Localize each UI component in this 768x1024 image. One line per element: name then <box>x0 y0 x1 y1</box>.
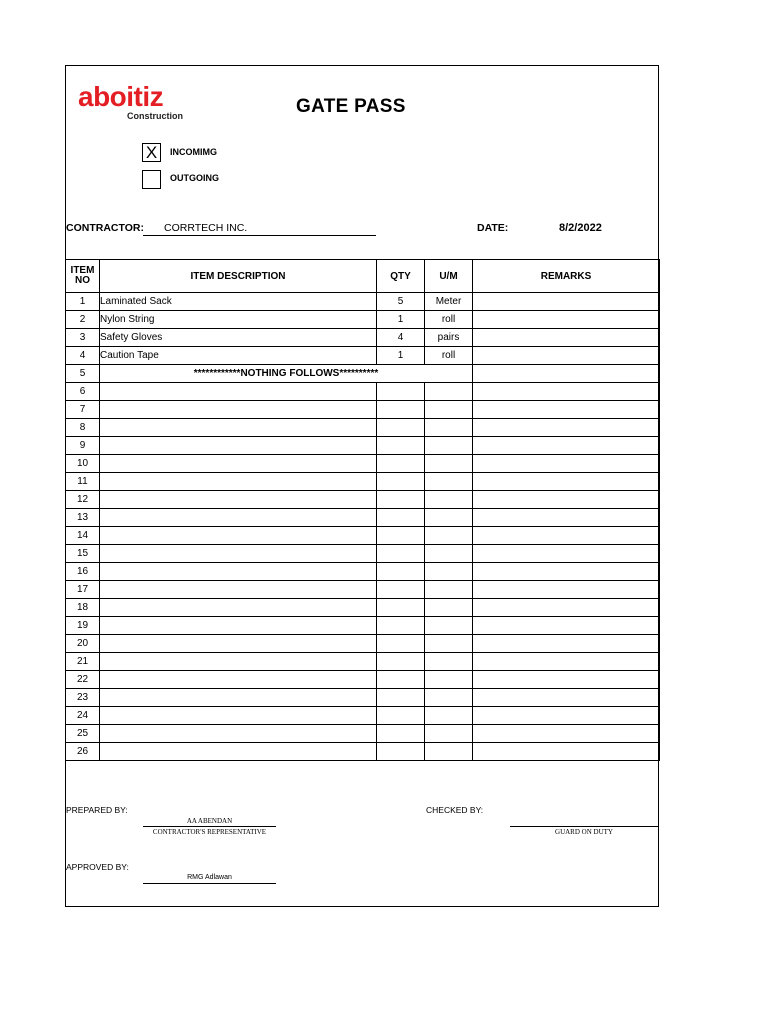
nothing-follows-text: ************NOTHING FOLLOWS********** <box>100 365 473 383</box>
table-row <box>66 329 660 347</box>
remarks-cell[interactable] <box>473 725 660 743</box>
item-description-cell[interactable] <box>100 653 377 671</box>
item-no-cell: 21 <box>66 653 100 671</box>
item-no-cell: 23 <box>66 689 100 707</box>
item-description-cell[interactable]: Laminated Sack <box>100 293 377 311</box>
header-description: ITEM DESCRIPTION <box>100 260 377 293</box>
remarks-cell[interactable] <box>473 455 660 473</box>
um-cell[interactable]: Meter <box>425 293 473 311</box>
item-description-cell[interactable] <box>100 383 377 401</box>
item-description-cell[interactable] <box>100 437 377 455</box>
item-no-cell: 4 <box>66 347 100 365</box>
qty-cell[interactable] <box>377 545 425 563</box>
item-description-cell[interactable]: Caution Tape <box>100 347 377 365</box>
item-no-cell: 19 <box>66 617 100 635</box>
item-description-cell[interactable] <box>100 491 377 509</box>
item-no-cell: 25 <box>66 725 100 743</box>
remarks-cell[interactable] <box>473 347 660 365</box>
qty-cell[interactable] <box>377 527 425 545</box>
item-description-cell[interactable] <box>100 581 377 599</box>
header-item-no-line1: ITEM <box>70 265 95 276</box>
remarks-cell[interactable] <box>473 491 660 509</box>
um-cell[interactable] <box>425 455 473 473</box>
table-row <box>66 383 660 401</box>
qty-cell[interactable] <box>377 383 425 401</box>
incoming-label: INCOMIMG <box>170 147 217 157</box>
item-description-cell[interactable] <box>100 671 377 689</box>
incoming-checkbox[interactable]: X <box>142 143 161 162</box>
remarks-cell[interactable] <box>473 635 660 653</box>
item-no-cell: 14 <box>66 527 100 545</box>
um-cell[interactable] <box>425 545 473 563</box>
table-row <box>66 401 660 419</box>
um-cell[interactable] <box>425 581 473 599</box>
item-no-cell: 18 <box>66 599 100 617</box>
item-description-cell[interactable] <box>100 743 377 761</box>
item-no-cell: 17 <box>66 581 100 599</box>
item-description-cell[interactable] <box>100 545 377 563</box>
remarks-cell[interactable] <box>473 311 660 329</box>
logo-wordmark: aboitiz <box>78 81 164 112</box>
um-cell[interactable] <box>425 599 473 617</box>
qty-cell[interactable] <box>377 725 425 743</box>
contractor-label: CONTRACTOR: <box>66 222 144 234</box>
items-table <box>65 259 660 761</box>
table-row <box>66 347 660 365</box>
item-description-cell[interactable] <box>100 707 377 725</box>
item-no-cell: 3 <box>66 329 100 347</box>
item-no-cell: 6 <box>66 383 100 401</box>
table-row <box>66 743 660 761</box>
qty-cell[interactable]: 1 <box>377 347 425 365</box>
checked-by-line <box>510 826 658 827</box>
um-cell[interactable] <box>425 419 473 437</box>
table-header-row <box>66 260 660 293</box>
table-row <box>66 437 660 455</box>
remarks-cell[interactable] <box>473 743 660 761</box>
item-description-cell[interactable] <box>100 689 377 707</box>
item-description-cell[interactable] <box>100 473 377 491</box>
table-row <box>66 545 660 563</box>
remarks-cell[interactable] <box>473 365 660 383</box>
header-item-no <box>66 260 100 293</box>
remarks-cell[interactable] <box>473 653 660 671</box>
item-no-cell: 1 <box>66 293 100 311</box>
qty-cell[interactable] <box>377 581 425 599</box>
header-um: U/M <box>425 260 473 293</box>
logo-subtitle: Construction <box>127 111 183 121</box>
table-row <box>66 707 660 725</box>
outgoing-checkbox[interactable] <box>142 170 161 189</box>
item-description-cell[interactable] <box>100 725 377 743</box>
approved-by-name: RMG Adlawan <box>187 874 232 881</box>
table-row <box>66 635 660 653</box>
table-row <box>66 293 660 311</box>
remarks-cell[interactable] <box>473 383 660 401</box>
item-description-cell[interactable] <box>100 401 377 419</box>
table-row <box>66 455 660 473</box>
table-row <box>66 653 660 671</box>
remarks-cell[interactable] <box>473 293 660 311</box>
item-no-cell: 26 <box>66 743 100 761</box>
qty-cell[interactable] <box>377 491 425 509</box>
item-no-cell: 9 <box>66 437 100 455</box>
qty-cell[interactable] <box>377 635 425 653</box>
qty-cell[interactable] <box>377 689 425 707</box>
item-no-cell: 10 <box>66 455 100 473</box>
header-remarks: REMARKS <box>473 260 660 293</box>
item-description-cell[interactable] <box>100 617 377 635</box>
date-label: DATE: <box>477 222 509 234</box>
item-description-cell[interactable] <box>100 509 377 527</box>
um-cell[interactable] <box>425 689 473 707</box>
um-cell[interactable] <box>425 725 473 743</box>
item-no-cell: 11 <box>66 473 100 491</box>
qty-cell[interactable] <box>377 653 425 671</box>
prepared-by-name: AA ABENDAN <box>186 817 233 825</box>
table-row <box>66 311 660 329</box>
contractor-underline <box>143 235 376 236</box>
qty-cell[interactable] <box>377 419 425 437</box>
um-cell[interactable] <box>425 491 473 509</box>
table-row <box>66 563 660 581</box>
item-description-cell[interactable] <box>100 527 377 545</box>
um-cell[interactable] <box>425 743 473 761</box>
prepared-by-label: PREPARED BY: <box>66 805 128 815</box>
remarks-cell[interactable] <box>473 509 660 527</box>
header-item-no-line2: NO <box>75 275 90 286</box>
remarks-cell[interactable] <box>473 617 660 635</box>
item-no-cell: 20 <box>66 635 100 653</box>
um-cell[interactable] <box>425 707 473 725</box>
remarks-cell[interactable] <box>473 671 660 689</box>
item-no-cell: 12 <box>66 491 100 509</box>
qty-cell[interactable]: 5 <box>377 293 425 311</box>
qty-cell[interactable] <box>377 707 425 725</box>
table-row <box>66 419 660 437</box>
item-description-cell[interactable]: Nylon String <box>100 311 377 329</box>
prepared-by-line <box>143 826 276 827</box>
qty-cell[interactable] <box>377 671 425 689</box>
remarks-cell[interactable] <box>473 473 660 491</box>
qty-cell[interactable] <box>377 509 425 527</box>
qty-cell[interactable] <box>377 617 425 635</box>
qty-cell[interactable]: 1 <box>377 311 425 329</box>
um-cell[interactable] <box>425 473 473 491</box>
remarks-cell[interactable] <box>473 419 660 437</box>
prepared-by-role: CONTRACTOR'S REPRESENTATIVE <box>152 828 267 836</box>
um-cell[interactable]: roll <box>425 311 473 329</box>
company-logo <box>78 81 183 121</box>
um-cell[interactable] <box>425 437 473 455</box>
item-no-cell: 8 <box>66 419 100 437</box>
um-cell[interactable]: roll <box>425 347 473 365</box>
table-row <box>66 491 660 509</box>
um-cell[interactable] <box>425 671 473 689</box>
item-description-cell[interactable]: Safety Gloves <box>100 329 377 347</box>
item-description-cell[interactable] <box>100 599 377 617</box>
approved-by-label: APPROVED BY: <box>66 862 129 872</box>
remarks-cell[interactable] <box>473 581 660 599</box>
remarks-cell[interactable] <box>473 401 660 419</box>
header-qty: QTY <box>377 260 425 293</box>
nothing-follows-row <box>66 365 660 383</box>
um-cell[interactable] <box>425 527 473 545</box>
um-cell[interactable] <box>425 383 473 401</box>
item-no-cell: 24 <box>66 707 100 725</box>
checked-by-label: CHECKED BY: <box>426 805 484 815</box>
table-row <box>66 617 660 635</box>
qty-cell[interactable] <box>377 437 425 455</box>
item-no-cell: 15 <box>66 545 100 563</box>
qty-cell[interactable] <box>377 743 425 761</box>
approved-by-line <box>143 883 276 884</box>
table-row <box>66 689 660 707</box>
item-description-cell[interactable] <box>100 455 377 473</box>
um-cell[interactable] <box>425 401 473 419</box>
qty-cell[interactable] <box>377 473 425 491</box>
item-no-cell: 2 <box>66 311 100 329</box>
remarks-cell[interactable] <box>473 527 660 545</box>
contractor-field[interactable]: CORRTECH INC. <box>164 222 248 234</box>
remarks-cell[interactable] <box>473 437 660 455</box>
um-cell[interactable] <box>425 563 473 581</box>
remarks-cell[interactable] <box>473 545 660 563</box>
qty-cell[interactable] <box>377 401 425 419</box>
item-no-cell: 16 <box>66 563 100 581</box>
remarks-cell[interactable] <box>473 599 660 617</box>
checked-by-role: GUARD ON DUTY <box>555 828 613 836</box>
table-row <box>66 599 660 617</box>
qty-cell[interactable] <box>377 455 425 473</box>
table-row <box>66 581 660 599</box>
table-row <box>66 527 660 545</box>
remarks-cell[interactable] <box>473 689 660 707</box>
um-cell[interactable] <box>425 653 473 671</box>
qty-cell[interactable] <box>377 599 425 617</box>
outgoing-label: OUTGOING <box>170 173 219 183</box>
remarks-cell[interactable] <box>473 707 660 725</box>
item-description-cell[interactable] <box>100 635 377 653</box>
item-description-cell[interactable] <box>100 419 377 437</box>
item-no-cell: 5 <box>66 365 100 383</box>
item-no-cell: 22 <box>66 671 100 689</box>
date-field[interactable]: 8/2/2022 <box>559 222 602 234</box>
table-row <box>66 509 660 527</box>
item-no-cell: 13 <box>66 509 100 527</box>
item-no-cell: 7 <box>66 401 100 419</box>
remarks-cell[interactable] <box>473 563 660 581</box>
table-row <box>66 473 660 491</box>
item-description-cell[interactable] <box>100 563 377 581</box>
um-cell[interactable] <box>425 617 473 635</box>
remarks-cell[interactable] <box>473 329 660 347</box>
qty-cell[interactable] <box>377 563 425 581</box>
form-title: GATE PASS <box>296 96 406 117</box>
um-cell[interactable]: pairs <box>425 329 473 347</box>
qty-cell[interactable]: 4 <box>377 329 425 347</box>
table-row <box>66 725 660 743</box>
um-cell[interactable] <box>425 509 473 527</box>
um-cell[interactable] <box>425 635 473 653</box>
table-row <box>66 671 660 689</box>
